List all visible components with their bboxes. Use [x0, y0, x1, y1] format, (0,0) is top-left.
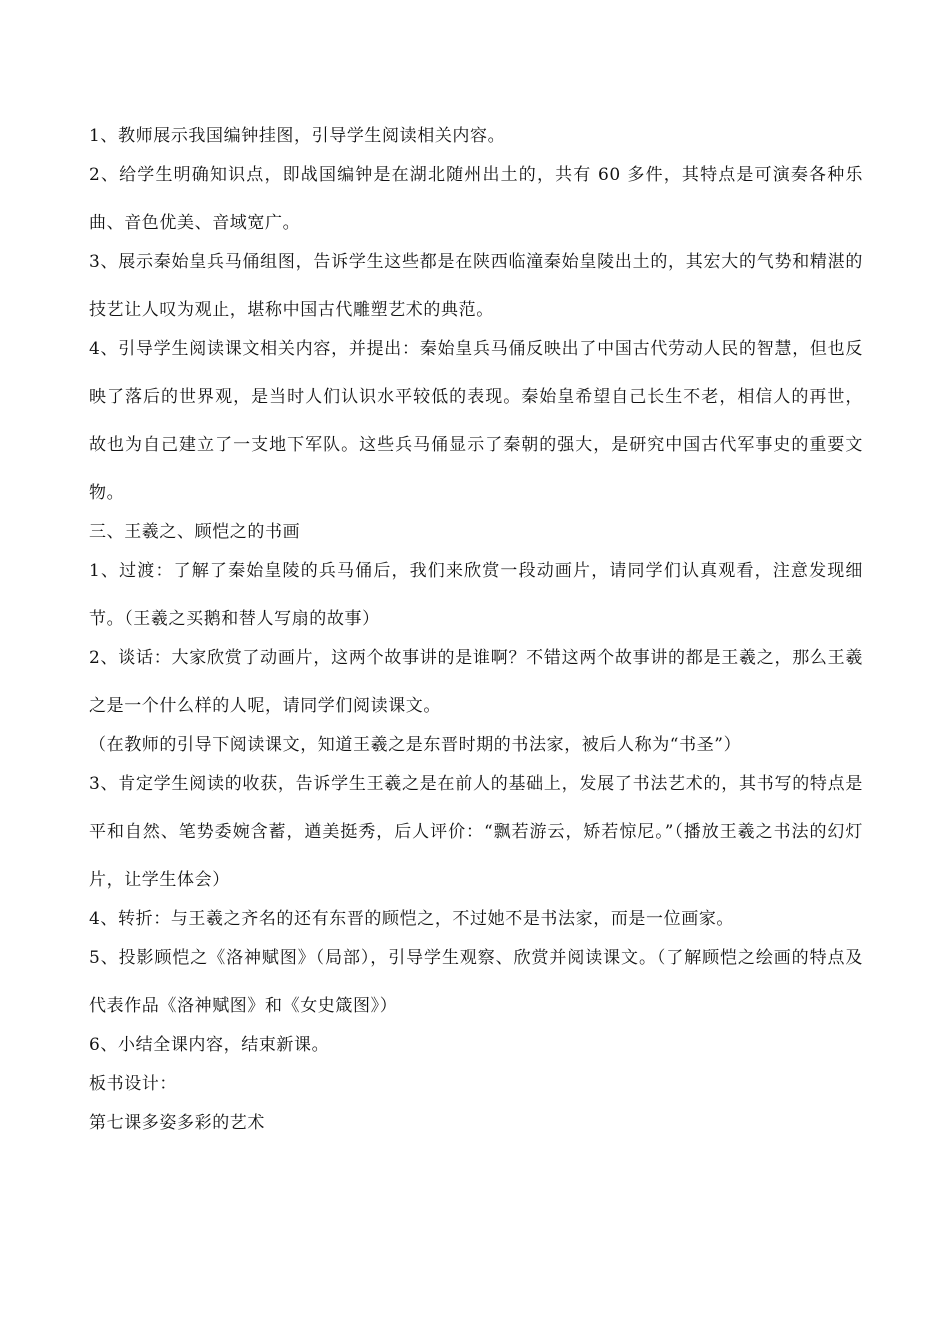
paragraph-step-2-bianzhong-knowledge: 2、给学生明确知识点，即战国编钟是在湖北随州出土的，共有 60 多件，其特点是可演奏各种乐曲、音色优美、音域宽广。 — [89, 165, 863, 233]
paragraph-reading-note: （在教师的引导下阅读课文，知道王羲之是东晋时期的书法家，被后人称为“书圣”） — [89, 735, 742, 755]
document-body — [89, 121, 863, 1147]
paragraph-step-1-bianzhong: 1、教师展示我国编钟挂图，引导学生阅读相关内容。 — [89, 126, 506, 146]
paragraph-step-4-terracotta-discussion: 4、引导学生阅读课文相关内容，并提出：秦始皇兵马俑反映出了中国古代劳动人民的智慧，但也反映了落后的世界观，是当时人们认识水平较低的表现。秦始皇希望自己长生不老，相信人的再世，故也为自己建立了一支地下军队。这些兵马俑显示了秦朝的强大，是研究中国古代军事史的重要文物。 — [89, 339, 863, 503]
paragraph-projection: 5、投影顾恺之《洛神赋图》（局部），引导学生观察、欣赏并阅读课文。（了解顾恺之绘画的特点及代表作品《洛神赋图》和《女史箴图》） — [89, 948, 863, 1016]
paragraph-transition: 1、过渡：了解了秦始皇陵的兵马俑后，我们来欣赏一段动画片，请同学们认真观看，注意发现细节。（王羲之买鹅和替人写扇的故事） — [89, 561, 863, 629]
paragraph-talk: 2、谈话：大家欣赏了动画片，这两个故事讲的是谁啊？不错这两个故事讲的都是王羲之，那么王羲之是一个什么样的人呢，请同学们阅读课文。 — [89, 648, 863, 716]
lesson-title: 第七课多姿多彩的艺术 — [89, 1113, 265, 1133]
paragraph-turn: 4、转折：与王羲之齐名的还有东晋的顾恺之，不过她不是书法家，而是一位画家。 — [89, 909, 735, 929]
board-design-label: 板书设计： — [89, 1074, 177, 1094]
paragraph-step-3-terracotta: 3、展示秦始皇兵马俑组图，告诉学生这些都是在陕西临潼秦始皇陵出土的，其宏大的气势和精湛的技艺让人叹为观止，堪称中国古代雕塑艺术的典范。 — [89, 252, 863, 320]
section-heading-calligraphy-painting: 三、王羲之、顾恺之的书画 — [89, 522, 301, 542]
paragraph-affirm-reading: 3、肯定学生阅读的收获，告诉学生王羲之是在前人的基础上，发展了书法艺术的，其书写的特点是平和自然、笔势委婉含蓄，遒美挺秀，后人评价：“飘若游云，矫若惊尼。”（播放王羲之书法的幻灯片，让学生体会） — [89, 774, 863, 890]
paragraph-summary: 6、小结全课内容，结束新课。 — [89, 1035, 330, 1055]
